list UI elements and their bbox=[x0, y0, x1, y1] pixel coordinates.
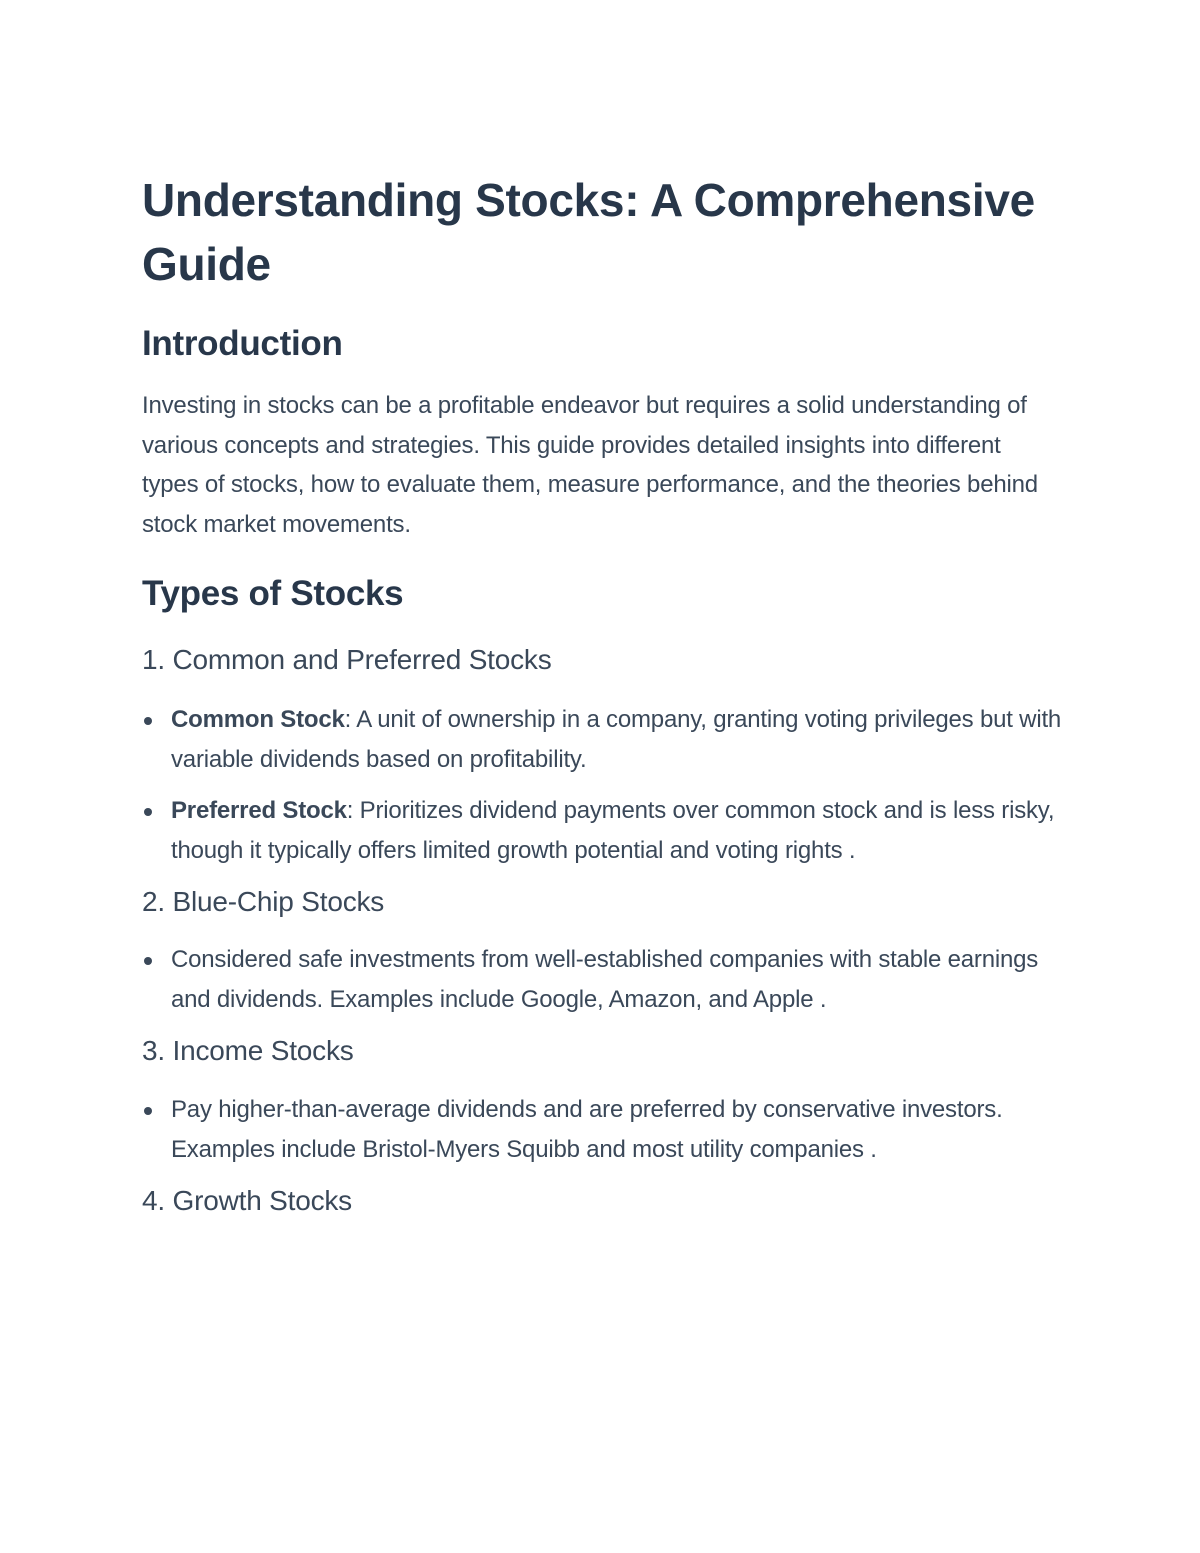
introduction-paragraph: Investing in stocks can be a profitable endeavor but requires a solid understanding of various concepts and strategies. This guide provides detailed insights into different types of stocks, how to evaluate them, measure performance, and the theories behind stock market movements. bbox=[142, 392, 1038, 538]
term-label: Common Stock bbox=[171, 706, 345, 733]
term-description: : Prioritizes dividend payments over common stock and is less risky, though it typically offers limited growth potential and voting rights . bbox=[171, 797, 1055, 864]
bullet-icon bbox=[144, 808, 152, 816]
list-item-text: Considered safe investments from well-established companies with stable earnings and dividends. Examples include Google, Amazon, and Apple . bbox=[171, 946, 1039, 1013]
types-of-stocks-heading: Types of Stocks bbox=[142, 574, 404, 613]
blue-chip-heading: 2. Blue-Chip Stocks bbox=[142, 886, 385, 917]
list-item bbox=[142, 700, 1062, 779]
page-title: Understanding Stocks: A Comprehensive Guide bbox=[142, 174, 1035, 290]
list-item bbox=[142, 791, 1062, 870]
list-item bbox=[142, 1090, 1062, 1169]
blue-chip-list bbox=[142, 940, 1062, 1019]
introduction-heading: Introduction bbox=[142, 324, 343, 363]
common-preferred-list bbox=[142, 700, 1062, 870]
common-preferred-heading: 1. Common and Preferred Stocks bbox=[142, 644, 552, 675]
document-page bbox=[142, 168, 1062, 1219]
list-item-text: Pay higher-than-average dividends and are preferred by conservative investors. Examples include Bristol-Myers Squibb and most utility companies . bbox=[171, 1096, 1003, 1163]
bullet-icon bbox=[144, 957, 152, 965]
list-item bbox=[142, 940, 1062, 1019]
income-heading: 3. Income Stocks bbox=[142, 1035, 354, 1066]
income-list bbox=[142, 1090, 1062, 1169]
term-label: Preferred Stock bbox=[171, 797, 347, 824]
bullet-icon bbox=[144, 717, 152, 725]
growth-heading: 4. Growth Stocks bbox=[142, 1185, 352, 1216]
term-description: : A unit of ownership in a company, granting voting privileges but with variable dividends based on profitability. bbox=[171, 706, 1062, 773]
bullet-icon bbox=[144, 1107, 152, 1115]
